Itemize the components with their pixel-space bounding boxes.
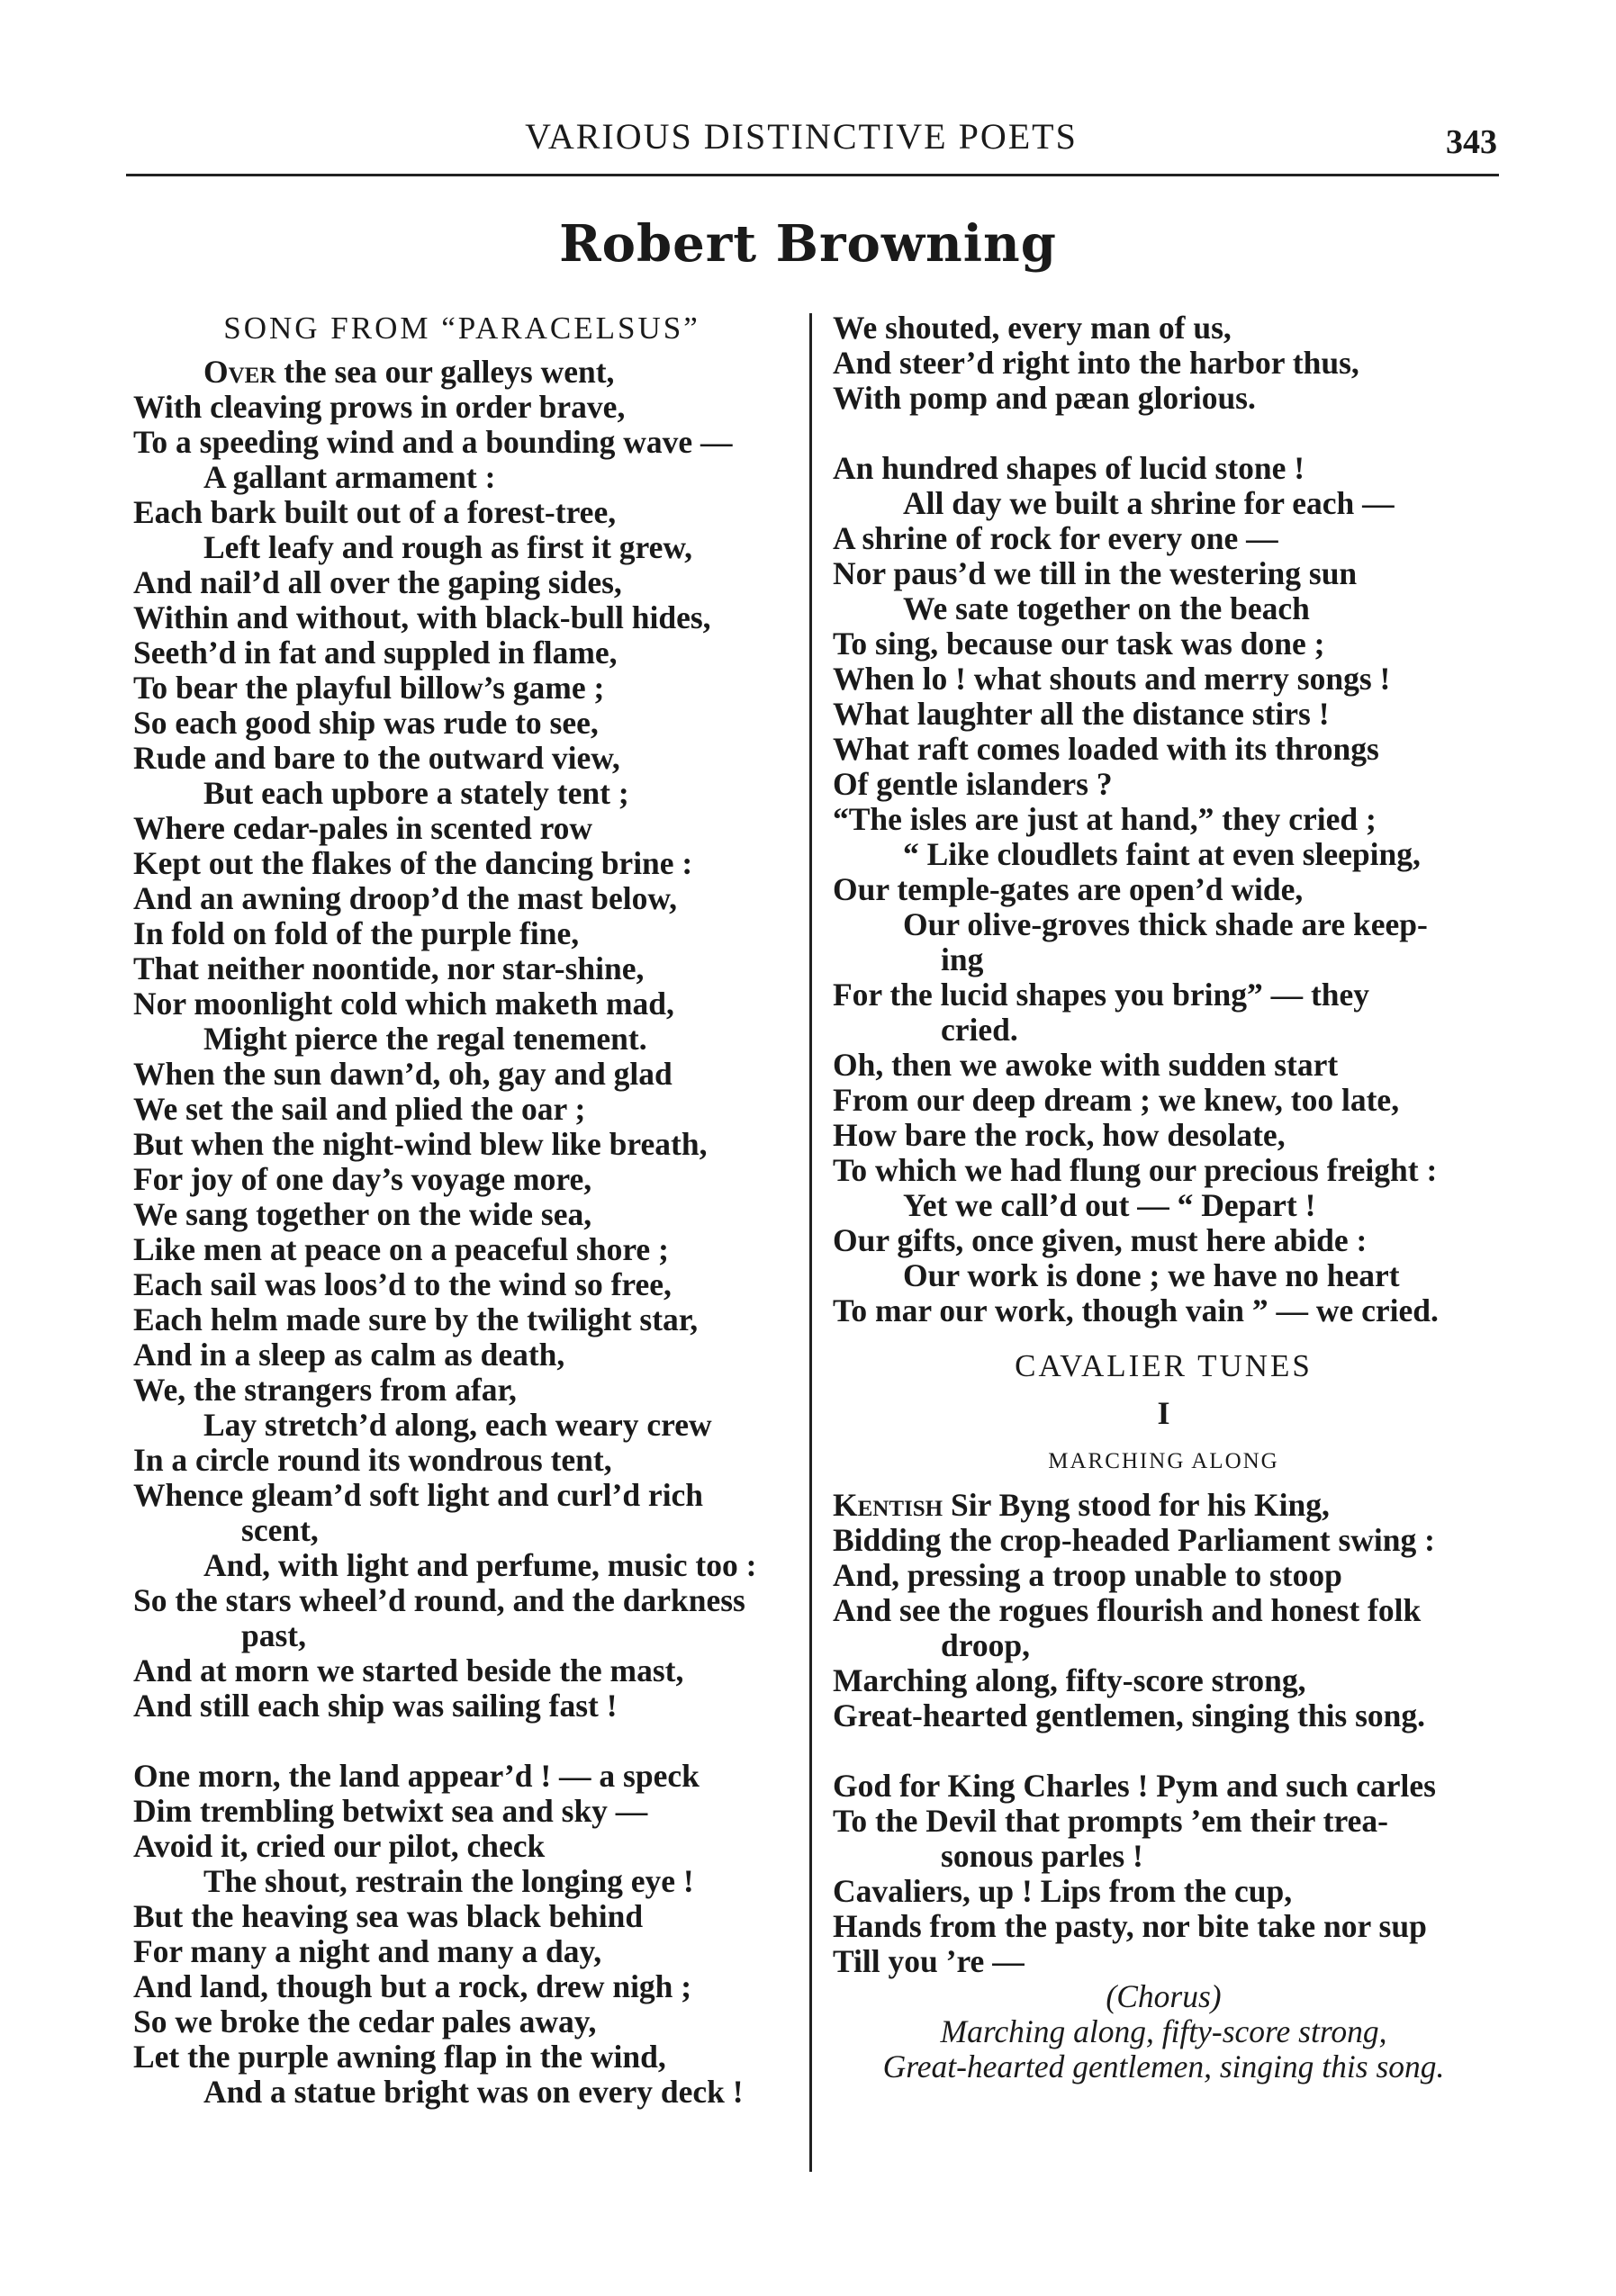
section-numeral: I	[1157, 1395, 1170, 1431]
verse-line	[833, 1488, 1494, 1523]
header-rule	[126, 174, 1499, 176]
verse-line: We sate together on the beach	[903, 590, 1310, 626]
verse-line: Kept out the flakes of the dancing brine :	[133, 845, 693, 881]
poem-lines-cavalier	[833, 1488, 1494, 1979]
verse-line: A shrine of rock for every one —	[833, 520, 1278, 556]
verse-line: All day we built a shrine for each —	[903, 485, 1395, 521]
verse-line: We shouted, every man of us,	[833, 310, 1232, 346]
verse-line: And, with light and perfume, music too :	[203, 1547, 757, 1583]
verse-line: Each sail was loos’d to the wind so free,	[133, 1266, 672, 1302]
left-column	[133, 311, 790, 2110]
verse-line: And in a sleep as calm as death,	[133, 1337, 565, 1373]
verse-line: Marching along, fifty-score strong,	[833, 1662, 1306, 1698]
verse-line: To which we had flung our precious freight :	[833, 1152, 1438, 1188]
verse-line: From our deep dream ; we knew, too late,	[833, 1082, 1400, 1118]
poem-lines-left	[133, 355, 790, 2110]
verse-line: And an awning droop’d the mast below,	[133, 880, 677, 916]
verse-line: So each good ship was rude to see,	[133, 705, 599, 741]
page-number: 343	[1446, 123, 1497, 161]
verse-line: We, the strangers from afar,	[133, 1372, 517, 1408]
author-title: Robert Browning	[559, 214, 1057, 274]
verse-line: To sing, because our task was done ;	[833, 626, 1325, 662]
cavalier-title: CAVALIER TUNES	[1015, 1348, 1313, 1383]
chorus-line-2: Great-hearted gentlemen, singing this song.	[882, 2048, 1445, 2084]
verse-line: Seeth’d in fat and suppled in flame,	[133, 635, 618, 671]
verse-line: When lo ! what shouts and merry songs !	[833, 661, 1391, 697]
song-title: SONG FROM “PARACELSUS”	[223, 311, 700, 346]
verse-line: Might pierce the regal tenement.	[203, 1021, 647, 1057]
verse-line: Rude and bare to the outward view,	[133, 740, 620, 776]
verse-line: For many a night and many a day,	[133, 1933, 602, 1969]
verse-line: Dim trembling betwixt sea and sky —	[133, 1793, 648, 1829]
verse-line: With pomp and pæan glorious.	[833, 380, 1256, 416]
verse-line: And still each ship was sailing fast !	[133, 1688, 618, 1724]
verse-line: scent,	[241, 1512, 319, 1548]
verse-line: ing	[941, 941, 984, 977]
verse-line: But each upbore a stately tent ;	[203, 775, 629, 811]
verse-line: Nor moonlight cold which maketh mad,	[133, 986, 674, 1022]
verse-line: Our temple-gates are open’d wide,	[833, 871, 1304, 907]
verse-line: Avoid it, cried our pilot, check	[133, 1828, 546, 1864]
verse-line: So the stars wheel’d round, and the darkness	[133, 1582, 745, 1618]
verse-line: We set the sail and plied the oar ;	[133, 1091, 586, 1127]
verse-line: Each bark built out of a forest-tree,	[133, 494, 617, 530]
verse-line: Till you ’re —	[833, 1943, 1025, 1979]
verse-line: Of gentle islanders ?	[833, 766, 1113, 802]
verse-line: Each helm made sure by the twilight star,	[133, 1301, 699, 1337]
verse-line: Hands from the pasty, nor bite take nor sup	[833, 1908, 1427, 1944]
running-header	[126, 106, 1499, 160]
verse-line: droop,	[941, 1627, 1030, 1663]
verse-line: And land, though but a rock, drew nigh ;	[133, 1968, 692, 2004]
verse-line: And, pressing a troop unable to stoop	[833, 1557, 1342, 1593]
verse-line: To bear the playful billow’s game ;	[133, 670, 605, 706]
verse-line: Lay stretch’d along, each weary crew	[203, 1407, 712, 1443]
verse-line: Yet we call’d out — “ Depart !	[903, 1187, 1316, 1223]
verse-line: To a speeding wind and a bounding wave —	[133, 424, 733, 460]
verse-line: Cavaliers, up ! Lips from the cup,	[833, 1873, 1293, 1909]
verse-line: And at morn we started beside the mast,	[133, 1652, 684, 1688]
verse-line: To mar our work, though vain ” — we cried.	[833, 1292, 1439, 1328]
verse-line: Whence gleam’d soft light and curl’d rich	[133, 1477, 704, 1513]
verse-line: And see the rogues flourish and honest folk	[833, 1592, 1422, 1628]
verse-line: And steer’d right into the harbor thus,	[833, 345, 1359, 381]
verse-text: Sir Byng stood for his King,	[943, 1487, 1330, 1523]
verse-line: Bidding the crop-headed Parliament swing :	[833, 1522, 1435, 1558]
verse-line: Nor paus’d we till in the westering sun	[833, 555, 1358, 591]
verse-line: A gallant armament :	[203, 459, 496, 495]
first-word: Kentish	[833, 1487, 943, 1523]
section-subtitle: MARCHING ALONG	[1048, 1449, 1279, 1473]
verse-line: “The isles are just at hand,” they cried ;	[833, 801, 1377, 837]
right-column	[833, 311, 1494, 2084]
verse-line: Our work is done ; we have no heart	[903, 1257, 1400, 1293]
verse-line	[133, 355, 790, 390]
verse-line: To the Devil that prompts ’em their trea-	[833, 1803, 1388, 1839]
stanza-break	[833, 416, 1494, 451]
running-title: VARIOUS DISTINCTIVE POETS	[525, 116, 1078, 157]
verse-line: Within and without, with black-bull hides,	[133, 599, 711, 635]
stanza-break	[133, 1724, 790, 1759]
stanza-break	[833, 1733, 1494, 1769]
chorus-line-1: Marching along, fifty-score strong,	[940, 2013, 1387, 2049]
verse-line: For the lucid shapes you bring” — they	[833, 977, 1370, 1013]
verse-line: Left leafy and rough as first it grew,	[203, 529, 692, 565]
verse-line: past,	[241, 1617, 307, 1653]
verse-line: When the sun dawn’d, oh, gay and glad	[133, 1056, 673, 1092]
verse-line: With cleaving prows in order brave,	[133, 389, 626, 425]
verse-text: the sea our galleys went,	[275, 354, 615, 390]
poem-lines-right	[833, 311, 1494, 1328]
verse-line: An hundred shapes of lucid stone !	[833, 450, 1305, 486]
verse-line: God for King Charles ! Pym and such carles	[833, 1768, 1436, 1804]
verse-line: Let the purple awning flap in the wind,	[133, 2039, 666, 2075]
chorus-label: (Chorus)	[1106, 1978, 1222, 2014]
verse-line: But when the night-wind blew like breath,	[133, 1126, 708, 1162]
verse-line: But the heaving sea was black behind	[133, 1898, 644, 1934]
verse-line: So we broke the cedar pales away,	[133, 2003, 597, 2039]
verse-line: That neither noontide, nor star-shine,	[133, 950, 645, 986]
first-word: Over	[203, 354, 276, 390]
verse-line: Our gifts, once given, must here abide :	[833, 1222, 1368, 1258]
verse-line: Oh, then we awoke with sudden start	[833, 1047, 1339, 1083]
verse-line: In fold on fold of the purple fine,	[133, 915, 580, 951]
verse-line: We sang together on the wide sea,	[133, 1196, 592, 1232]
verse-line: cried.	[941, 1012, 1018, 1048]
verse-line: Our olive-groves thick shade are keep-	[903, 906, 1428, 942]
verse-line: Where cedar-pales in scented row	[133, 810, 593, 846]
verse-line: And a statue bright was on every deck !	[203, 2074, 744, 2110]
verse-line: The shout, restrain the longing eye !	[203, 1863, 694, 1899]
verse-line: “ Like cloudlets faint at even sleeping,	[903, 836, 1421, 872]
column-divider	[809, 313, 812, 2172]
verse-line: What raft comes loaded with its throngs	[833, 731, 1379, 767]
verse-line: What laughter all the distance stirs !	[833, 696, 1330, 732]
verse-line: One morn, the land appear’d ! — a speck	[133, 1758, 700, 1794]
verse-line: Great-hearted gentlemen, singing this song.	[833, 1697, 1426, 1733]
verse-line: For joy of one day’s voyage more,	[133, 1161, 592, 1197]
verse-line: How bare the rock, how desolate,	[833, 1117, 1286, 1153]
verse-line: And nail’d all over the gaping sides,	[133, 564, 622, 600]
verse-line: Like men at peace on a peaceful shore ;	[133, 1231, 669, 1267]
verse-line: sonous parles !	[941, 1838, 1143, 1874]
verse-line: In a circle round its wondrous tent,	[133, 1442, 612, 1478]
